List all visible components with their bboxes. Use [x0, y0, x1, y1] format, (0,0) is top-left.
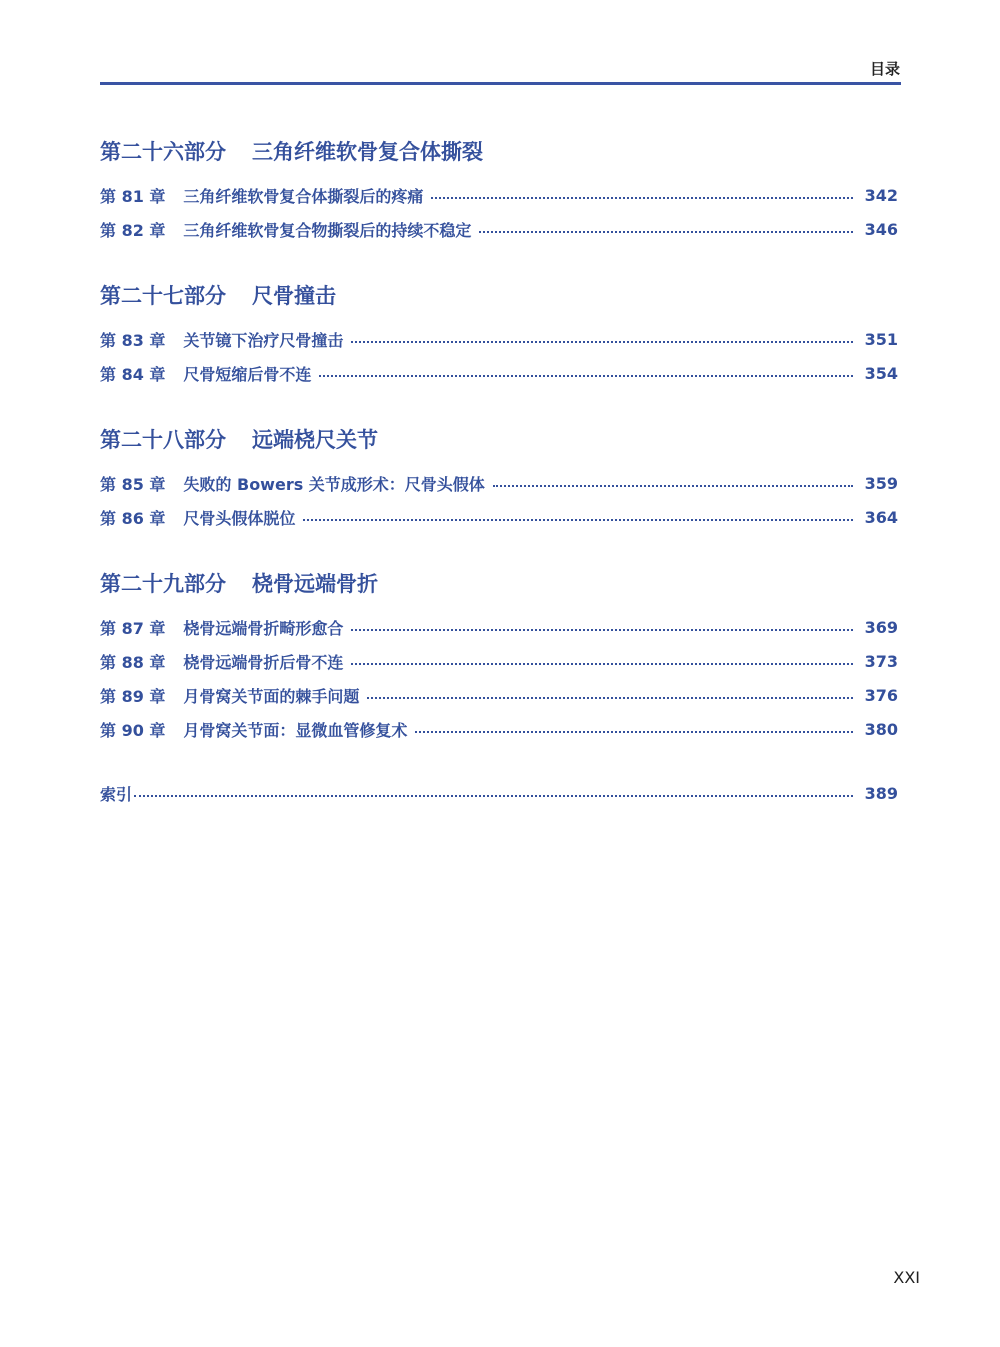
chapter-title: 月骨窝关节面：显微血管修复术 — [183, 720, 408, 740]
chapter-number: 第 90 章 — [100, 720, 166, 740]
chapter-number: 第 83 章 — [100, 330, 166, 350]
toc-entry[interactable] — [100, 644, 898, 678]
chapter-number: 第 86 章 — [100, 508, 166, 528]
toc-part-group — [100, 420, 898, 534]
part-title: 桡骨远端骨折 — [252, 572, 378, 596]
page-ref: 376 — [864, 685, 898, 705]
leader-dots — [351, 627, 852, 631]
index-label: 索引 — [100, 784, 133, 804]
chapter-number: 第 85 章 — [100, 474, 166, 494]
chapter-number: 第 81 章 — [100, 186, 166, 206]
page-ref: 369 — [864, 617, 898, 637]
page-ref: 354 — [864, 363, 898, 383]
leader-dots — [319, 373, 852, 377]
chapter-title: 关节镜下治疗尺骨撞击 — [183, 330, 344, 350]
part-title: 远端桡尺关节 — [252, 428, 378, 452]
toc-entry[interactable] — [100, 610, 898, 644]
page-ref: 364 — [864, 507, 898, 527]
toc-entry[interactable] — [100, 322, 898, 356]
toc-entry[interactable] — [100, 678, 898, 712]
toc-part-group — [100, 276, 898, 390]
part-number: 第二十八部分 — [100, 428, 226, 452]
chapter-number: 第 88 章 — [100, 652, 166, 672]
part-title: 三角纤维软骨复合体撕裂 — [252, 140, 483, 164]
header-rule — [100, 82, 901, 85]
toc-entry[interactable] — [100, 178, 898, 212]
toc-entry[interactable] — [100, 712, 898, 746]
table-of-contents — [100, 132, 898, 810]
chapter-number: 第 89 章 — [100, 686, 166, 706]
page-ref: 342 — [864, 185, 898, 205]
leader-dots — [351, 661, 852, 665]
toc-index-entry[interactable] — [100, 776, 898, 810]
chapter-number: 第 87 章 — [100, 618, 166, 638]
page-ref: 389 — [864, 783, 898, 803]
chapter-number: 第 82 章 — [100, 220, 166, 240]
toc-entry[interactable] — [100, 212, 898, 246]
page-ref: 380 — [864, 719, 898, 739]
chapter-title: 月骨窝关节面的棘手问题 — [183, 686, 360, 706]
page-ref: 373 — [864, 651, 898, 671]
chapter-title: 尺骨短缩后骨不连 — [183, 364, 312, 384]
leader-dots — [303, 517, 852, 521]
chapter-title: 三角纤维软骨复合体撕裂后的疼痛 — [183, 186, 424, 206]
chapter-title: 失败的 Bowers 关节成形术：尺骨头假体 — [183, 474, 485, 494]
part-number: 第二十九部分 — [100, 572, 226, 596]
page-ref: 346 — [864, 219, 898, 239]
running-header: 目录 — [869, 60, 900, 78]
part-heading — [100, 420, 898, 460]
part-number: 第二十七部分 — [100, 284, 226, 308]
leader-dots — [493, 483, 853, 487]
part-heading — [100, 132, 898, 172]
part-title: 尺骨撞击 — [252, 284, 336, 308]
toc-part-group — [100, 564, 898, 746]
page-ref: 359 — [864, 473, 898, 493]
leader-dots — [134, 793, 853, 797]
leader-dots — [479, 229, 852, 233]
toc-part-group — [100, 132, 898, 246]
chapter-title: 三角纤维软骨复合物撕裂后的持续不稳定 — [183, 220, 472, 240]
leader-dots — [367, 695, 852, 699]
toc-entry[interactable] — [100, 356, 898, 390]
part-heading — [100, 276, 898, 316]
page-ref: 351 — [864, 329, 898, 349]
chapter-title: 桡骨远端骨折畸形愈合 — [183, 618, 344, 638]
chapter-number: 第 84 章 — [100, 364, 166, 384]
toc-entry[interactable] — [100, 500, 898, 534]
leader-dots — [415, 729, 852, 733]
page-number: XXI — [893, 1268, 920, 1287]
toc-entry[interactable] — [100, 466, 898, 500]
leader-dots — [351, 339, 852, 343]
chapter-title: 桡骨远端骨折后骨不连 — [183, 652, 344, 672]
part-number: 第二十六部分 — [100, 140, 226, 164]
chapter-title: 尺骨头假体脱位 — [183, 508, 296, 528]
leader-dots — [431, 195, 852, 199]
part-heading — [100, 564, 898, 604]
